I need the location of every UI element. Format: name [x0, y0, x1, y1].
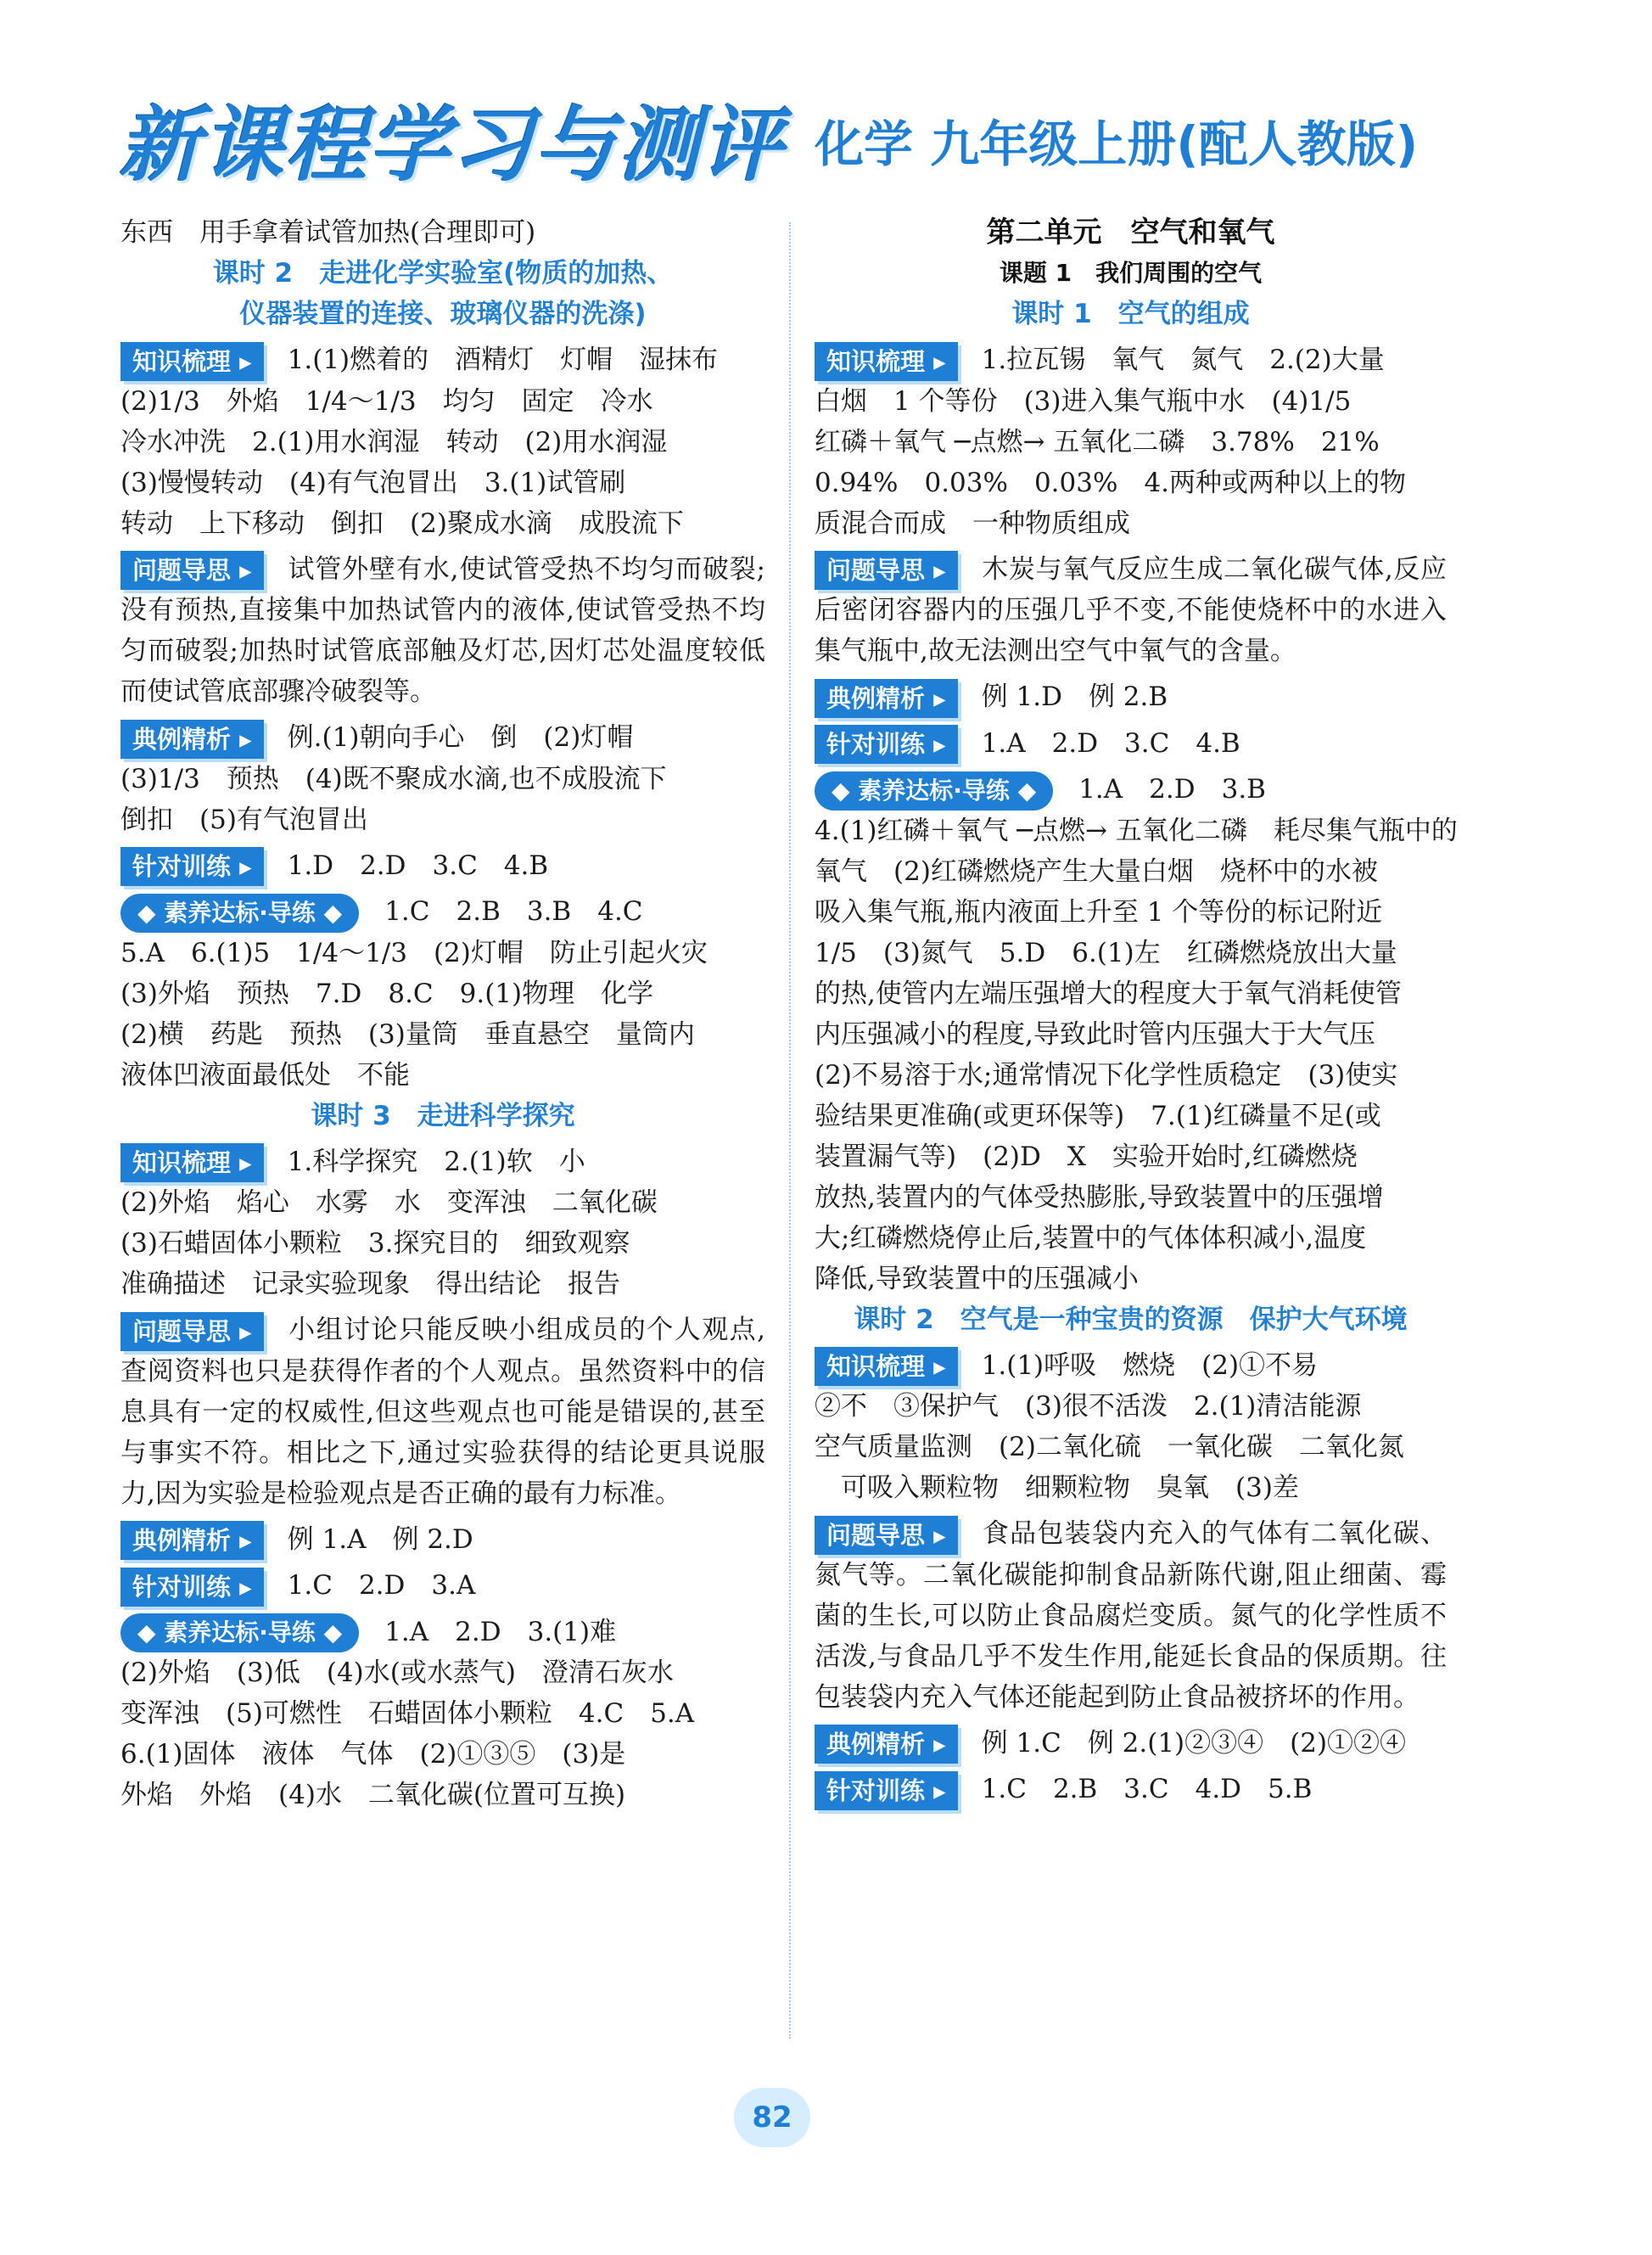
answer-line: (3)慢慢转动 (4)有气泡冒出 3.(1)试管刷: [120, 467, 626, 498]
answer-line: 空气质量监测 (2)二氧化硫 一氧化碳 二氧化氮: [815, 1432, 1404, 1462]
right-column: [815, 212, 1458, 1810]
section-tag: 问题导思 ▸: [815, 551, 958, 590]
answer-line: 5.A 6.(1)5 1/4～1/3 (2)灯帽 防止引起火灾: [120, 937, 708, 968]
answer-line: (3)1/3 预热 (4)既不聚成水滴,也不成股流下: [120, 763, 667, 794]
section-tag: 针对训练 ▸: [815, 1771, 958, 1810]
section-tag: 典例精析 ▸: [120, 1521, 264, 1560]
answer-line: 准确描述 记录实验现象 得出结论 报告: [120, 1269, 620, 1299]
section-tag: 知识梳理 ▸: [815, 1347, 958, 1386]
section-text: 木炭与氧气反应生成二氧化碳气体,反应后密闭容器内的压强几乎不变,不能使烧杯中的水进入集气瓶中,故无法测出空气中氧气的含量。: [815, 553, 1447, 666]
lesson-heading: 仪器装置的连接、玻璃仪器的洗涤): [239, 299, 647, 329]
section-tag: 问题导思 ▸: [120, 551, 264, 590]
answer-section: [815, 1513, 1447, 1718]
lesson-heading: 课时 1 空气的组成: [1011, 299, 1250, 329]
answer-line: 冷水冲洗 2.(1)用水润湿 转动 (2)用水润湿: [120, 426, 668, 457]
section-tag: 典例精析 ▸: [815, 1725, 958, 1764]
answer-line: (3)外焰 预热 7.D 8.C 9.(1)物理 化学: [120, 978, 654, 1009]
section-text: 1.A 2.D 3.B: [1078, 774, 1266, 805]
section-tag: 知识梳理 ▸: [815, 342, 958, 381]
practice-section: [815, 769, 1447, 811]
answer-section: [815, 339, 1447, 381]
answer-line: 装置漏气等) (2)D X 实验开始时,红磷燃烧: [815, 1141, 1358, 1172]
section-text: 例 1.D 例 2.B: [981, 682, 1168, 712]
answer-line: 大;红磷燃烧停止后,装置中的气体体积减小,温度: [815, 1222, 1367, 1254]
answer-line: 倒扣 (5)有气泡冒出: [120, 804, 368, 835]
answer-section: [120, 339, 765, 381]
answer-line: 红磷＋氧气 ─点燃→ 五氧化二磷 3.78% 21%: [815, 426, 1380, 457]
section-tag: 针对训练 ▸: [815, 725, 958, 764]
topic-heading: 课题 1 我们周围的空气: [999, 259, 1263, 287]
answer-line: 东西 用手拿着试管加热(合理即可): [120, 217, 536, 248]
section-text: 1.C 2.D 3.A: [287, 1570, 476, 1601]
section-text: 食品包装袋内充入的气体有二氧化碳、氮气等。二氧化碳能抑制食品新陈代谢,阻止细菌、霉菌的生长,可以防止食品腐烂变质。氮气的化学性质不活泼,与食品几乎不发生作用,能延长食品的保质期。往包装袋内充入气体还能起到防止食品被挤坏的作用。: [815, 1518, 1447, 1713]
answer-line: 氧气 (2)红磷燃烧产生大量白烟 烧杯中的水被: [815, 855, 1378, 887]
answer-line: 4.(1)红磷＋氧气 ─点燃→ 五氧化二磷 耗尽集气瓶中的: [815, 815, 1458, 846]
answer-line: 6.(1)固体 液体 气体 (2)①③⑤ (3)是: [120, 1739, 626, 1770]
answer-line: 放热,装置内的气体受热膨胀,导致装置中的压强增: [815, 1181, 1384, 1213]
lesson-heading: 课时 2 空气是一种宝贵的资源 保护大气环境: [854, 1304, 1408, 1335]
section-text: 小组讨论只能反映小组成员的个人观点,查阅资料也只是获得作者的个人观点。虽然资料中的信息具有一定的权威性,但这些观点也可能是错误的,甚至与事实不符。相比之下,通过实验获得的结论更具说服力,因为实验是检验观点是否正确的最有力标准。: [120, 1315, 765, 1509]
section-tag: 问题导思 ▸: [120, 1312, 264, 1351]
answer-line: (2)外焰 焰心 水雾 水 变浑浊 二氧化碳: [120, 1187, 658, 1218]
book-title: 新课程学习与测评: [119, 98, 784, 193]
practice-section: [120, 891, 765, 933]
answer-section: [815, 549, 1447, 672]
answer-line: 转动 上下移动 倒扣 (2)聚成水滴 成股流下: [120, 508, 684, 539]
section-text: 1.C 2.B 3.B 4.C: [384, 896, 643, 927]
lesson-heading: 课时 3 走进科学探究: [311, 1100, 575, 1131]
answer-line: ②不 ③保护气 (3)很不活泼 2.(1)清洁能源: [815, 1391, 1362, 1422]
answer-section: [815, 1769, 1447, 1810]
answer-line: 质混合而成 一种物质组成: [815, 508, 1130, 539]
answer-section: [120, 1565, 765, 1607]
answer-line: 1/5 (3)氮气 5.D 6.(1)左 红磷燃烧放出大量: [815, 937, 1397, 968]
answer-line: (3)石蜡固体小颗粒 3.探究目的 细致观察: [120, 1228, 630, 1259]
answer-section: [815, 1345, 1447, 1387]
practice-tag: ◆ 素养达标·导练 ◆: [120, 894, 359, 933]
answer-line: 的热,使管内左端压强增大的程度大于氧气消耗使管: [815, 978, 1402, 1009]
section-text: 1.A 2.D 3.(1)难: [384, 1616, 617, 1647]
unit-heading: 第二单元 空气和氧气: [986, 216, 1275, 250]
column-divider: [789, 222, 791, 2039]
answer-section: [120, 845, 765, 887]
section-text: 试管外壁有水,使试管受热不均匀而破裂;没有预热,直接集中加热试管内的液体,使试管受热不均匀而破裂;加热时试管底部触及灯芯,因灯芯处温度较低而使试管底部骤冷破裂等。: [120, 553, 765, 707]
section-text: 1.(1)呼吸 燃烧 (2)①不易: [981, 1349, 1319, 1381]
answer-line: 内压强减小的程度,导致此时管内压强大于大气压: [815, 1018, 1375, 1050]
answer-line: 验结果更准确(或更环保等) 7.(1)红磷量不足(或: [815, 1100, 1381, 1131]
section-tag: 针对训练 ▸: [120, 847, 264, 886]
answer-line: 可吸入颗粒物 细颗粒物 臭氧 (3)差: [815, 1472, 1299, 1503]
section-tag: 知识梳理 ▸: [120, 342, 264, 381]
practice-tag: ◆ 素养达标·导练 ◆: [815, 771, 1053, 811]
answer-line: 降低,导致装置中的压强减小: [815, 1263, 1139, 1294]
answer-line: 外焰 外焰 (4)水 二氧化碳(位置可互换): [120, 1780, 626, 1810]
left-column: [120, 212, 765, 1815]
section-text: 例 1.C 例 2.(1)②③④ (2)①②④: [981, 1727, 1407, 1759]
section-tag: 典例精析 ▸: [815, 679, 958, 718]
answer-line: (2)1/3 外焰 1/4～1/3 均匀 固定 冷水: [120, 385, 653, 417]
answer-section: [120, 1142, 765, 1183]
lesson-heading: 课时 2 走进化学实验室(物质的加热、: [212, 258, 674, 289]
section-text: 例 1.A 例 2.D: [287, 1523, 473, 1555]
answer-section: [815, 723, 1447, 765]
answer-line: (2)不易溶于水;通常情况下化学性质稳定 (3)使实: [815, 1059, 1398, 1091]
answer-line: (2)横 药匙 预热 (3)量筒 垂直悬空 量筒内: [120, 1018, 695, 1050]
answer-section: [120, 1519, 765, 1561]
page-number: 82: [734, 2088, 810, 2147]
answer-section: [120, 717, 765, 759]
answer-section: [815, 676, 1447, 718]
section-text: 1.(1)燃着的 酒精灯 灯帽 湿抹布: [287, 345, 719, 375]
answer-line: (2)外焰 (3)低 (4)水(或水蒸气) 澄清石灰水: [120, 1658, 674, 1688]
answer-section: [815, 1723, 1447, 1764]
section-text: 1.C 2.B 3.C 4.D 5.B: [981, 1774, 1313, 1804]
answer-line: 吸入集气瓶,瓶内液面上升至 1 个等份的标记附近: [815, 896, 1383, 928]
answer-line: 变浑浊 (5)可燃性 石蜡固体小颗粒 4.C 5.A: [120, 1698, 695, 1729]
section-tag: 知识梳理 ▸: [120, 1143, 264, 1182]
answer-line: 液体凹液面最低处 不能: [120, 1059, 410, 1091]
section-tag: 问题导思 ▸: [815, 1516, 958, 1555]
section-tag: 典例精析 ▸: [120, 720, 264, 759]
practice-section: [120, 1612, 765, 1653]
section-text: 1.D 2.D 3.C 4.B: [287, 850, 549, 881]
practice-tag: ◆ 素养达标·导练 ◆: [120, 1613, 359, 1652]
answer-section: [120, 549, 765, 713]
section-text: 1.科学探究 2.(1)软 小: [287, 1146, 585, 1177]
section-text: 1.拉瓦锡 氧气 氮气 2.(2)大量: [981, 345, 1385, 375]
answer-line: 0.94% 0.03% 0.03% 4.两种或两种以上的物: [815, 467, 1407, 498]
section-tag: 针对训练 ▸: [120, 1568, 264, 1607]
section-text: 例.(1)朝向手心 倒 (2)灯帽: [287, 722, 634, 753]
book-subtitle: 化学 九年级上册(配人教版): [815, 115, 1419, 173]
answer-line: 白烟 1 个等份 (3)进入集气瓶中水 (4)1/5: [815, 385, 1352, 417]
section-text: 1.A 2.D 3.C 4.B: [981, 727, 1240, 759]
page-header: [119, 81, 1561, 193]
answer-section: [120, 1310, 765, 1514]
